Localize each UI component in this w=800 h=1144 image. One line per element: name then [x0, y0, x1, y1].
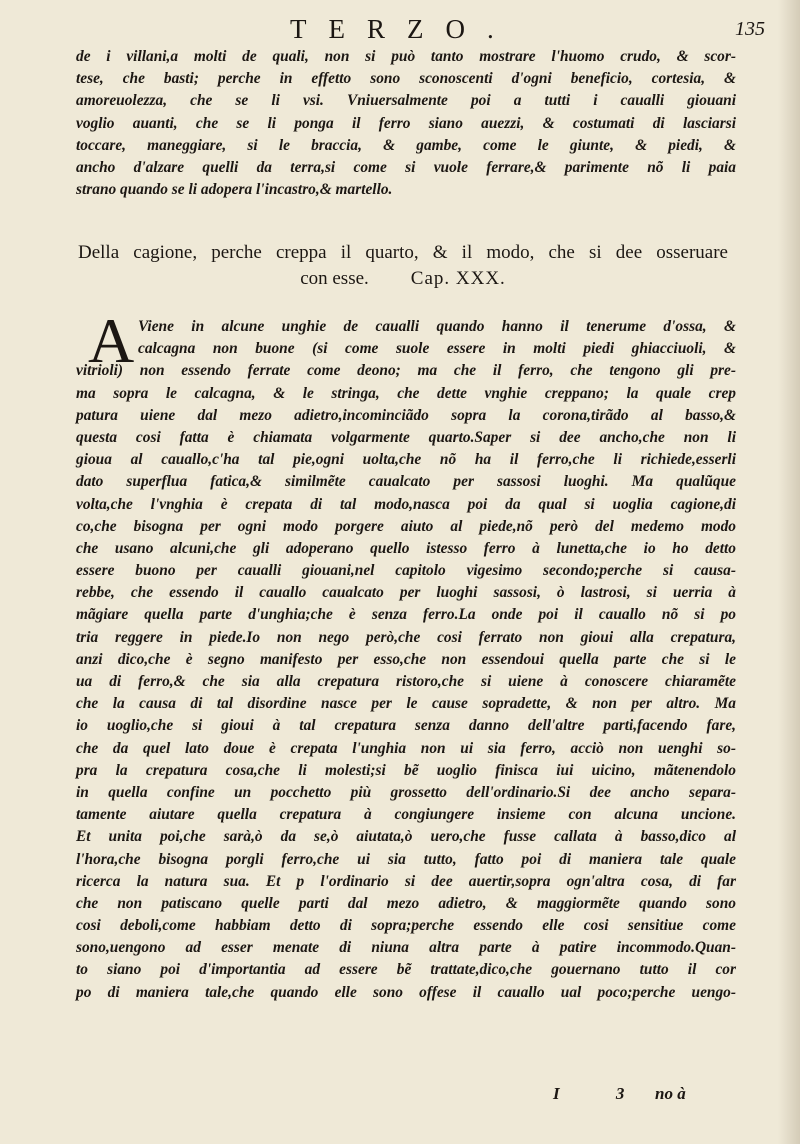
text-line: amoreuolezza, che se li vsi. Vniuersalmente poi a tutti i caualli giouani [76, 92, 736, 110]
text-line: toccare, maneggiare, si le braccia, & gambe, come le giunte, & piedi, & [76, 136, 736, 154]
text-line: vitrioli) non essendo ferrate come deono; ma che il ferro, che tengono gli pre- [76, 362, 736, 380]
text-line: rebbe, che essendo il cauallo caualcato per luoghi sassosi, ò lastrosi, si uerria à [76, 584, 736, 602]
text-line: questa cosi fatta è chiamata volgarmente quarto.Saper si dee ancho,che non li [76, 428, 736, 446]
text-line: strano quando se li adopera l'incastro,& martello. [76, 181, 393, 199]
text-line: ricerca la natura sua. Et p l'ordinario si dee auertir,sopra ogn'altra cosa, di far [76, 872, 736, 890]
text-line: che da quel lato doue è crepata l'unghia non ui sia ferro, acciò non uenghi so- [76, 739, 736, 757]
page-edge-shadow [778, 0, 800, 1144]
text-line: cosi deboli,come habbiam detto di sopra;perche essendo elle cosi sensitiue come [76, 917, 736, 935]
chapter-title-line-2 [78, 266, 728, 292]
page-number: 135 [735, 18, 765, 40]
text-line: pra la crepatura cosa,che li molesti;si bẽ uoglio finisca iui uicino, mãtenendolo [76, 761, 736, 779]
running-head: TERZO. [290, 14, 516, 44]
text-line: l'hora,che bisogna porgli ferro,che ui sia tutto, fatto poi di maniera tale quale [76, 850, 736, 868]
signature-mark: I 3 [553, 1084, 651, 1103]
text-line: anzi dico,che è segno manifesto per esso,che non essendoui quella parte che si le [76, 650, 736, 668]
text-line: Viene in alcune unghie de caualli quando hanno il tenerume d'ossa, & [138, 318, 736, 335]
chapter-number: Cap. XXX. [410, 268, 506, 289]
chapter-heading [78, 240, 728, 292]
text-line: ma sopra le calcagna, & le stringa, che dette vnghie creppano; la quale crep [76, 384, 736, 402]
text-line: dato superflua fatica,& similmẽte caualcato per sassosi luoghi. Ma qualũque [76, 473, 736, 491]
chapter-title-line: Della cagione, perche creppa il quarto, & il modo, che si dee osseruare [78, 242, 728, 263]
text-line: calcagna non buone (si come suole essere in molti piedi ghiacciuoli, & [138, 340, 736, 358]
text-line: ancho d'alzare quelli da terra,si come si vuole ferrare,& parimente nõ li paia [76, 158, 736, 176]
text-line: to siano poi d'importantia ad essere bẽ trattate,dico,che gouernano tutto il cor [76, 961, 736, 979]
catchword: no à [655, 1084, 686, 1103]
intro-paragraph [76, 46, 736, 201]
chapter-title-end: con esse. [300, 268, 369, 289]
text-line: de i villani,a molti de quali, non si può tanto mostrare l'huomo crudo, & scor- [76, 48, 736, 65]
text-line: che non patiscano quelle parti dal mezo adietro, & maggiormẽte quando sono [76, 894, 736, 912]
text-line: tria reggere in piede.Io non nego però,che cosi ferrato non gioui alla crepatura, [76, 628, 736, 646]
text-line: po di maniera tale,che quando elle sono offese il cauallo ual poco;perche uengo- [76, 983, 736, 1001]
text-line: gioua al cauallo,c'ha tal pie,ogni uolta,che nõ ha il ferro,che li richiede,esserli [76, 451, 736, 469]
text-line: tamente aiutare quella crepatura à congiungere insieme con alcuna uncione. [76, 806, 736, 824]
text-line: in quella confine un pocchetto più grossetto dell'ordinario.Si dee ancho separa- [76, 783, 736, 801]
text-line: volta,che l'vnghia è crepata di tal modo,nasca poi da qual si uoglia cagione,di [76, 495, 736, 513]
text-line: sono,uengono ad esser menate di niuna altra parte à patire incommodo.Quan- [76, 939, 736, 957]
text-line: essere buono per caualli giouani,nel capitolo vigesimo secondo;perche si causa- [76, 562, 736, 580]
text-line: che usano alcuni,che gli adoperano quello istesso ferro à lunetta,che io ho detto [76, 539, 736, 557]
page-header [0, 12, 800, 46]
text-line: patura uiene dal mezo adietro,incominciãdo sopra la corona,tirãdo al basso,& [76, 406, 736, 424]
text-line: ua di ferro,& che sia alla crepatura ristoro,che si uiene à conoscere chiaramẽte [76, 673, 736, 690]
text-line: Et unita poi,che sarà,ò da se,ò aiutata,ò uero,che fusse callata à basso,dico al [76, 828, 736, 846]
drop-cap-initial: A [88, 305, 135, 376]
text-line: io uoglio,che si gioui à tal crepatura senza danno dell'altre parti,facendo fare, [76, 717, 736, 735]
chapter-body [76, 305, 736, 1004]
text-line: voglio auanti, che se li ponga il ferro siano auezzi, & costumati di lasciarsi [76, 114, 736, 132]
text-line: mãgiare quella parte d'unghia;che è senza ferro.La onde poi il cauallo nõ si po [76, 606, 736, 624]
page-footer [0, 1084, 800, 1110]
text-line: che la causa di tal disordine nasce per le cause sopradette, & non per altro. Ma [76, 695, 736, 713]
text-line: tese, che basti; perche in effetto sono sconoscenti d'ogni beneficio, cortesia, & [76, 70, 736, 88]
text-line: co,che bisogna per ogni modo porgere aiuto al piede,nõ però del medemo modo [76, 517, 736, 535]
